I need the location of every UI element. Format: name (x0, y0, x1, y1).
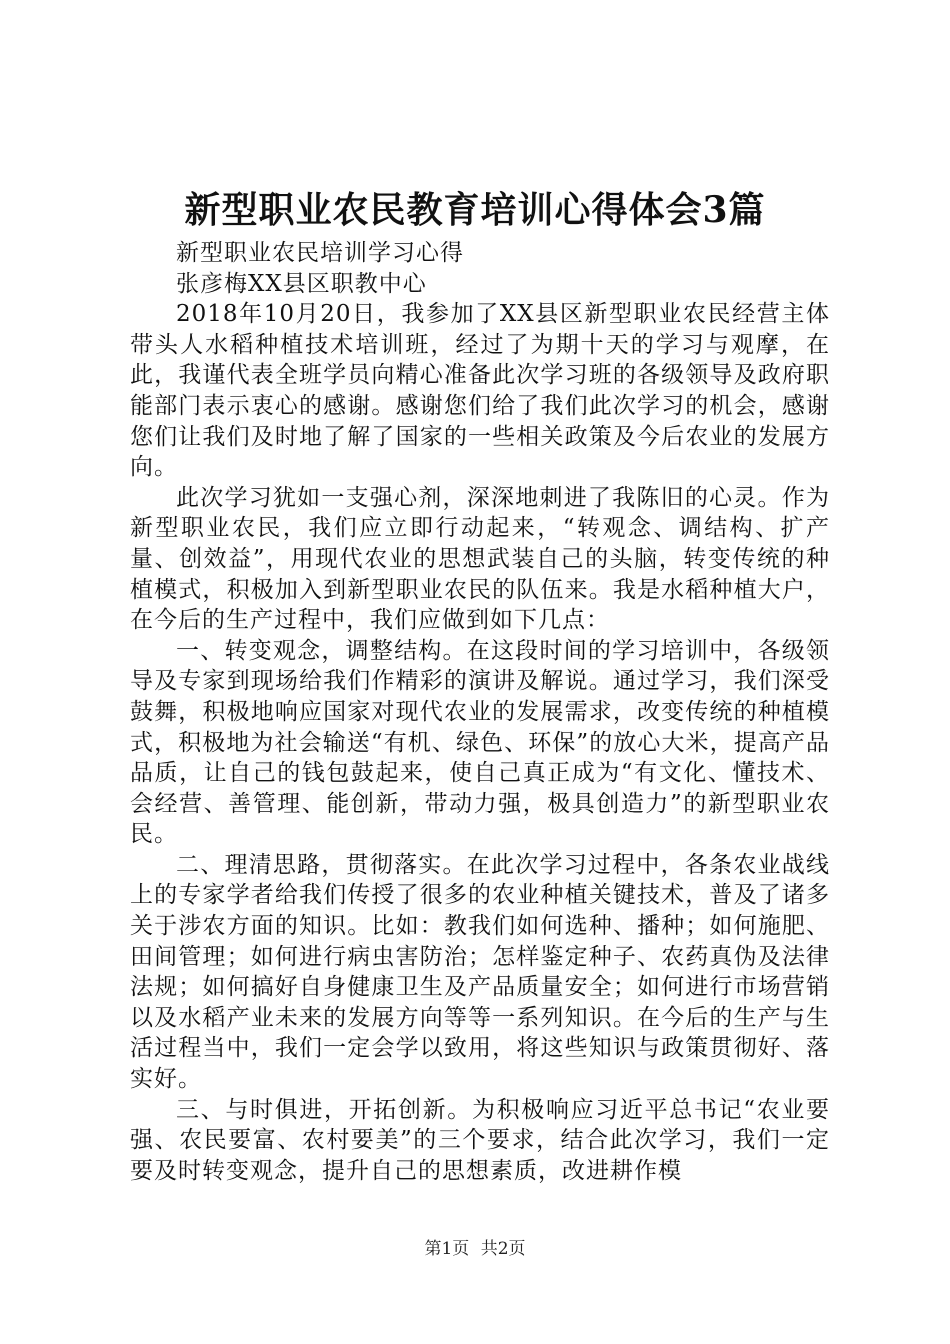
document-body (130, 238, 830, 1186)
page-footer (0, 1237, 950, 1261)
body-paragraph: 三、与时俱进，开拓创新。为积极响应习近平总书记“农业要强、农民要富、农村要美”的三个要求，结合此次学习，我们一定要及时转变观念，提升自己的思想素质，改进耕作模 (130, 1096, 830, 1184)
body-paragraph: 2018年10月20日，我参加了XX县区新型职业农民经营主体带头人水稻种植技术培训班，经过了为期十天的学习与观摩，在此，我谨代表全班学员向精心准备此次学习班的各级领导及政府职能部门表示衷心的感谢。感谢您们给了我们此次学习的机会，感谢您们让我们及时地了解了国家的一些相关政策及今后农业的发展方向。 (130, 301, 830, 481)
body-paragraph: 此次学习犹如一支强心剂，深深地刺进了我陈旧的心灵。作为新型职业农民，我们应立即行动起来，“转观念、调结构、扩产量、创效益”，用现代农业的思想武装自己的头脑，转变传统的种植模式，积极加入到新型职业农民的队伍来。我是水稻种植大户，在今后的生产过程中，我们应做到如下几点： (130, 484, 830, 634)
body-paragraph: 二、理清思路，贯彻落实。在此次学习过程中，各条农业战线上的专家学者给我们传授了很多的农业种植关键技术，普及了诸多关于涉农方面的知识。比如：教我们如何选种、播种；如何施肥、田间管理；如何进行病虫害防治；怎样鉴定种子、农药真伪及法律法规；如何搞好自身健康卫生及产品质量安全；如何进行市场营销以及水稻产业未来的发展方向等等一系列知识。在今后的生产与生活过程当中，我们一定会学以致用，将这些知识与政策贯彻好、落实好。 (130, 851, 830, 1093)
body-paragraph: 一、转变观念，调整结构。在这段时间的学习培训中，各级领导及专家到现场给我们作精彩的演讲及解说。通过学习，我们深受鼓舞，积极地响应国家对现代农业的发展需求，改变传统的种植模式，积极地为社会输送“有机、绿色、环保”的放心大米，提高产品品质，让自己的钱包鼓起来，使自己真正成为“有文化、懂技术、会经营、善管理、能创新，带动力强，极具创造力”的新型职业农民。 (130, 637, 830, 848)
page-number: 第1页 (424, 1239, 470, 1259)
document-subtitle: 新型职业农民培训学习心得 (176, 240, 464, 266)
author-line: 张彦梅XX县区职教中心 (176, 270, 427, 297)
document-title: 新型职业农民教育培训心得体会3篇 (184, 189, 766, 231)
page-total: 共2页 (480, 1239, 526, 1259)
